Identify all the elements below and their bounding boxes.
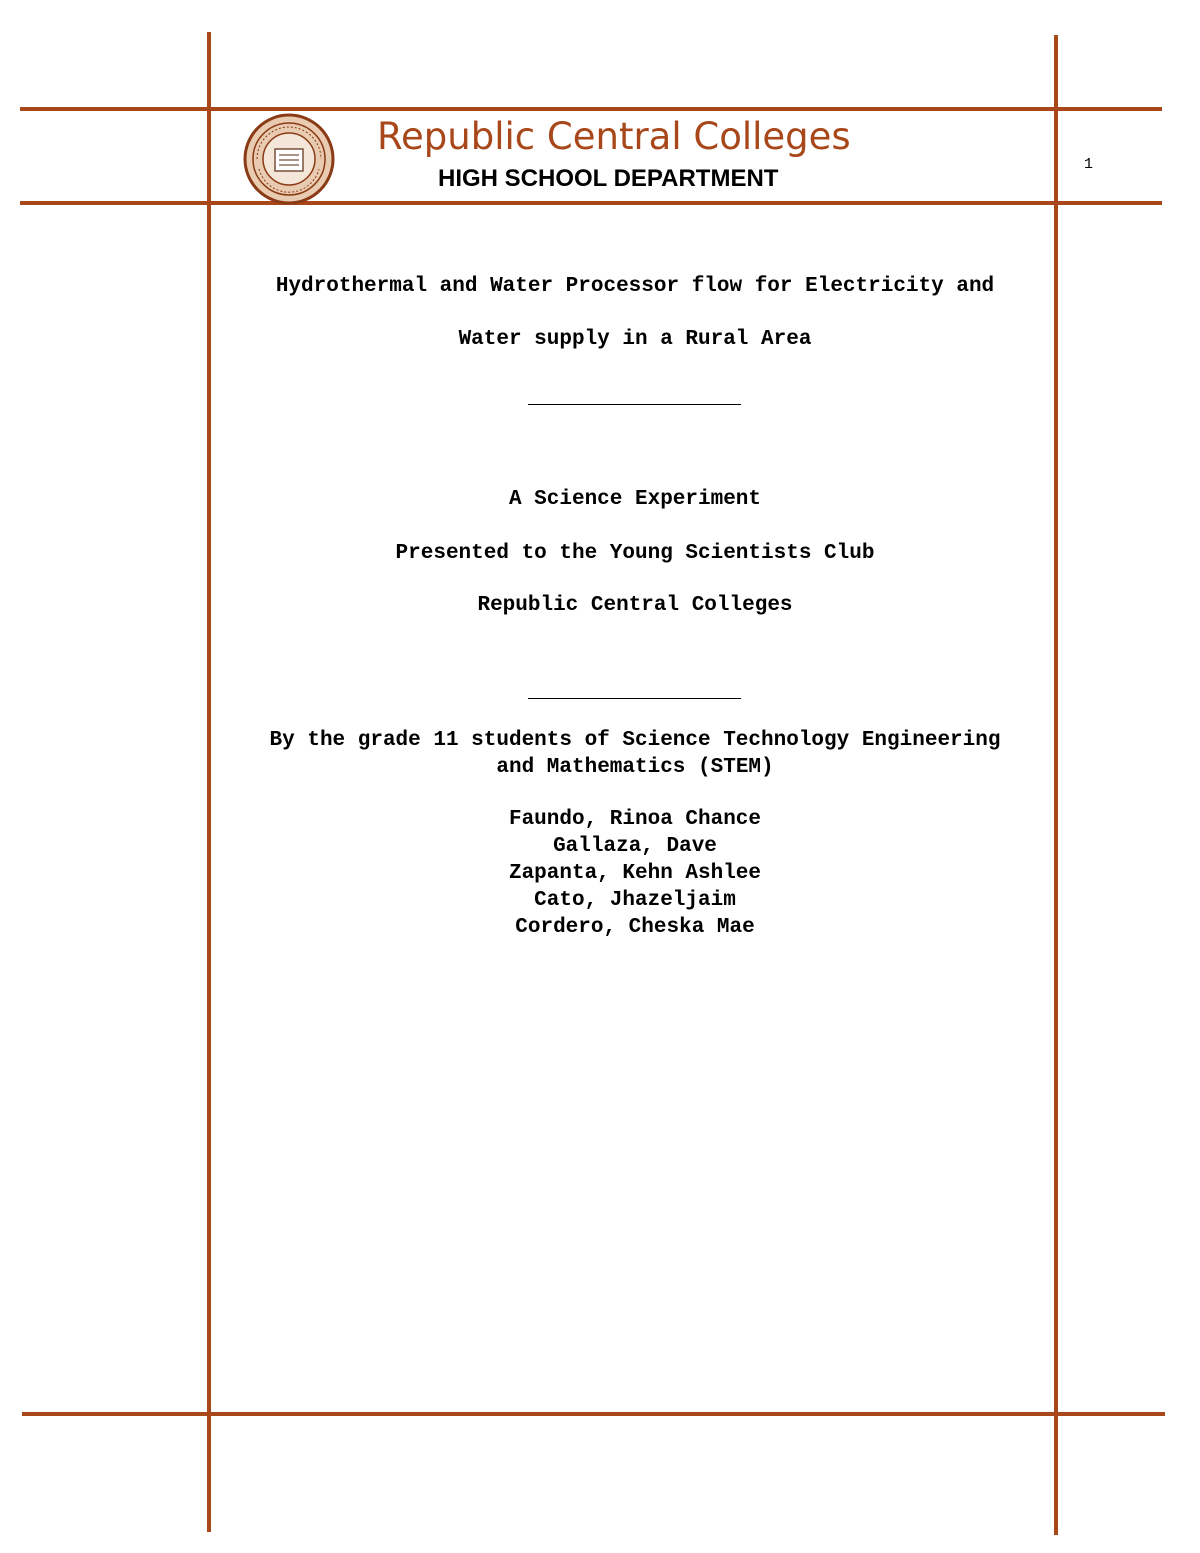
byline-line-2: and Mathematics (STEM) [496, 756, 774, 779]
title-line-1: Hydrothermal and Water Processor flow for Electricity and [275, 275, 995, 298]
school-seal-icon [243, 113, 335, 205]
title-line-2: Water supply in a Rural Area [458, 328, 812, 351]
school-name: Republic Central Colleges [377, 115, 851, 158]
author-name: Cato, Jhazeljaim [534, 889, 736, 912]
subtitle-line-3: Republic Central Colleges [477, 594, 793, 617]
byline-divider [528, 698, 741, 699]
page-number: 1 [1084, 156, 1094, 173]
department-name: HIGH SCHOOL DEPARTMENT [438, 165, 779, 192]
subtitle-line-1: A Science Experiment [508, 488, 762, 511]
byline-line-1: By the grade 11 students of Science Technology Engineering [269, 729, 1001, 752]
header-bottom-border [20, 201, 1162, 205]
left-margin-border [207, 32, 211, 1532]
right-margin-border [1054, 35, 1058, 1535]
subtitle-line-2: Presented to the Young Scientists Club [395, 542, 875, 565]
title-divider [528, 404, 741, 405]
footer-border [22, 1412, 1165, 1416]
author-name: Faundo, Rinoa Chance [508, 808, 762, 831]
author-name: Cordero, Cheska Mae [515, 916, 755, 939]
author-list [215, 806, 1055, 941]
author-name: Gallaza, Dave [553, 835, 717, 858]
author-name: Zapanta, Kehn Ashlee [508, 862, 762, 885]
header-top-border [20, 107, 1162, 111]
